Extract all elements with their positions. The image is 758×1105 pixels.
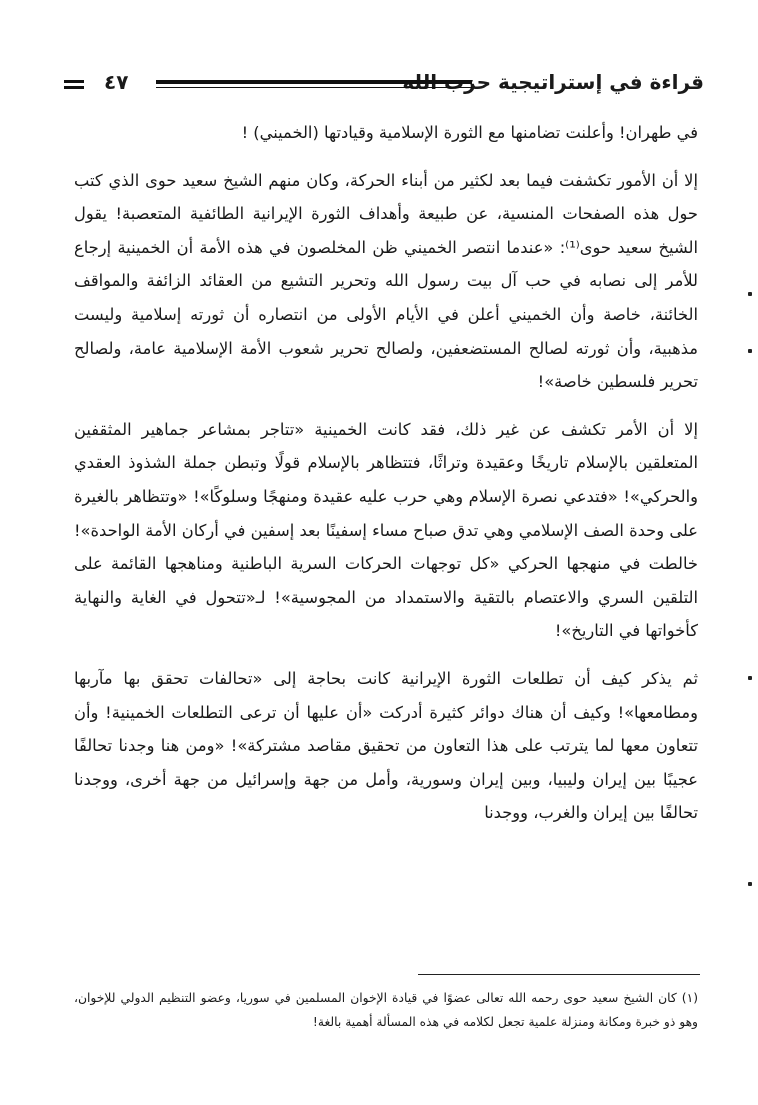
paragraph-1: في طهران! وأعلنت تضامنها مع الثورة الإسلامية وقيادتها (الخميني) !: [241, 123, 698, 142]
footnote: [74, 986, 698, 1034]
running-header: [64, 66, 704, 106]
footnote-text: (١) كان الشيخ سعيد حوى رحمه الله تعالى عضوًا في قيادة الإخوان المسلمين في سوريا، وعضو التنظيم الدولي للإخوان، وهو ذو خبرة ومكانة ومنزلة علمية تجعل لكلامه في هذه المسألة أهمية بالغة!: [74, 991, 698, 1029]
margin-mark: [748, 882, 752, 886]
margin-mark: [748, 349, 752, 353]
paragraph-3: إلا أن الأمر تكشف عن غير ذلك، فقد كانت الخمينية «تتاجر بمشاعر جماهير المثقفين المتعلقين بالإسلام تاريخًا وعقيدة وتراثًا، فتتظاهر بالإسلام قولًا وتبطن جملة الشذوذ العقدي والحركي»! «فتدعي نصرة الإسلام وهي حرب عليه عقيدة ومنهجًا وسلوكًا»! «وتتظاهر بالغيرة على وحدة الصف الإسلامي وهي تدق صباح مساء إسفينًا بعد إسفين في أركان الأمة الواحدة»! خالطت في منهجها الحركي «كل توجهات الحركات السرية الباطنية ومناهجها القائمة على التلقين السري والاعتصام بالتقية والاستمداد من المجوسية»! لـ«تتحول في الغاية والنهاية كأخواتها في التاريخ»!: [74, 419, 698, 641]
running-title: قراءة في إستراتيجية حزب الله: [402, 70, 704, 94]
paragraph-2: إلا أن الأمور تكشفت فيما بعد لكثير من أبناء الحركة، وكان منهم الشيخ سعيد حوى الذي كتب حول هذه الصفحات المنسية، عن طبيعة وأهداف الثورة الإيرانية الطائفية المتعصبة! يقول الشيخ سعيد حوى⁽¹⁾: «عندما انتصر الخميني ظن المخلصون في هذه الأمة أن الخمينية إرجاع للأمر إلى نصابه في حب آل بيت رسول الله وتحرير التشيع من العقائد الزائفة والمواقف الخائنة، خاصة وأن الخميني أعلن في الأيام الأولى من انتصاره أن ثورته إسلامية وليست مذهبية، وأن ثورته لصالح المستضعفين، ولصالح تحرير شعوب الأمة الإسلامية عامة، ولصالح تحرير فلسطين خاصة»!: [74, 170, 698, 392]
header-rule: [156, 80, 472, 88]
paragraph-4: ثم يذكر كيف أن تطلعات الثورة الإيرانية كانت بحاجة إلى «تحالفات تحقق بها مآربها ومطامعها»! وكيف أن هناك دوائر كثيرة أدركت «أن عليها أن ترعى التطلعات الخمينية! وأن تتعاون معها لما يترتب على هذا التعاون من تحقيق مقاصد مشتركة»! «ومن هنا وجدنا تحالفًا عجيبًا بين إيران وليبيا، وبين إيران وسورية، وأمل من جهة وإسرائيل من جهة أخرى، ووجدنا تحالفًا بين إيران والغرب، ووجدنا: [74, 668, 698, 823]
footnote-separator: [418, 974, 700, 975]
margin-mark: [748, 292, 752, 296]
margin-mark: [748, 676, 752, 680]
body-text: [74, 116, 698, 830]
page-number-dash: [64, 80, 84, 89]
page-number: ٤٧: [104, 70, 129, 94]
